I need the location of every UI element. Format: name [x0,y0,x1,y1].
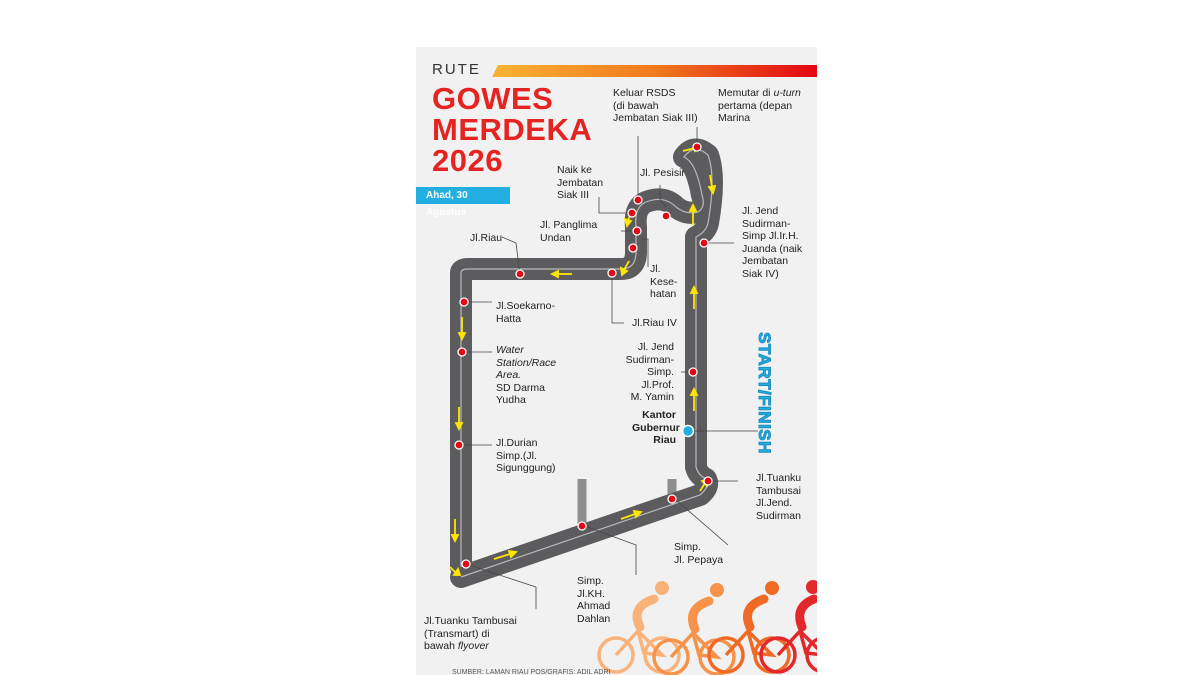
marker-pepaya [668,495,676,503]
marker-start-finish [683,426,694,437]
title-line-3: 2026 [432,143,503,178]
route-infographic [416,47,817,675]
marker-jl-panglima [633,227,641,235]
label-jl-riau-iv: Jl.Riau IV [632,317,677,329]
page-title [432,83,592,176]
source-credit: SUMBER: LAMAN RIAU POS/GRAFIS: ADIL ADRI [452,669,611,675]
label-jl-jend-yamin: Jl. Jend Sudirman- Simp. Jl.Prof. M. Yamin [625,341,674,403]
label-jl-panglima: Jl. Panglima Undan [540,219,598,244]
label-jl-riau: Jl.Riau [470,232,503,244]
label-jl-jend-juanda: Jl. Jend Sudirman- Simp Jl.Ir.H. Juanda (naik Jembatan Siak IV) [742,205,803,280]
marker-keluar-rsds [634,196,642,204]
header-rute: RUTE [432,61,481,78]
label-simp-ahmad-dahlan: Simp. Jl.KH. Ahmad Dahlan [577,575,611,625]
marker-naik-jembatan [628,209,636,217]
cyclist-icon [654,583,734,674]
marker-jl-durian [455,441,463,449]
label-jl-durian: Jl.Durian Simp.(Jl. Sigunggung) [496,437,556,474]
label-jl-tuanku-sudirman: Jl.Tuanku Tambusai Jl.Jend. Sudirman [756,472,802,522]
label-memutar: Memutar di u-turn pertama (depan Marina [718,87,801,124]
label-jl-soekarno: Jl.Soekarno- Hatta [496,300,555,325]
label-jl-kesehatan: Jl. Kese- hatan [650,263,678,300]
marker-juanda [700,239,708,247]
marker-jl-kesehatan [629,244,637,252]
label-keluar-rsds: Keluar RSDS (di bawah Jembatan Siak III) [613,87,698,124]
label-kantor-gubernur: Kantor Gubernur Riau [632,409,680,446]
marker-jl-pesisir [662,212,670,220]
label-water-station: Water Station/Race Area. SD Darma Yudha [496,344,557,406]
marker-transmart [462,560,470,568]
start-finish-label: START/FINISH [755,332,774,454]
label-simp-pepaya: Simp. Jl. Pepaya [674,541,724,566]
marker-water-station [458,348,466,356]
cyclist-icon [599,581,679,672]
marker-yamin [689,368,697,376]
date-badge: Ahad, 30 Agustus [416,187,510,204]
marker-ahmad-dahlan [578,522,586,530]
label-naik-ke-jembatan: Naik ke Jembatan Siak III [557,164,604,201]
marker-tuanku-sudirman [704,477,712,485]
title-line-2: MERDEKA [432,112,593,147]
label-tuanku-transmart: Jl.Tuanku Tambusai (Transmart) di bawah flyover [424,615,517,652]
marker-u-turn [693,143,701,151]
marker-jl-riau [516,270,524,278]
marker-jl-soekarno [460,298,468,306]
header-gradient-bar [492,65,817,77]
cyclists-illustration [599,580,817,674]
title-line-1: GOWES [432,81,554,116]
marker-jl-riau-iv [608,269,616,277]
label-jl-pesisir: Jl. Pesisir [640,167,685,179]
